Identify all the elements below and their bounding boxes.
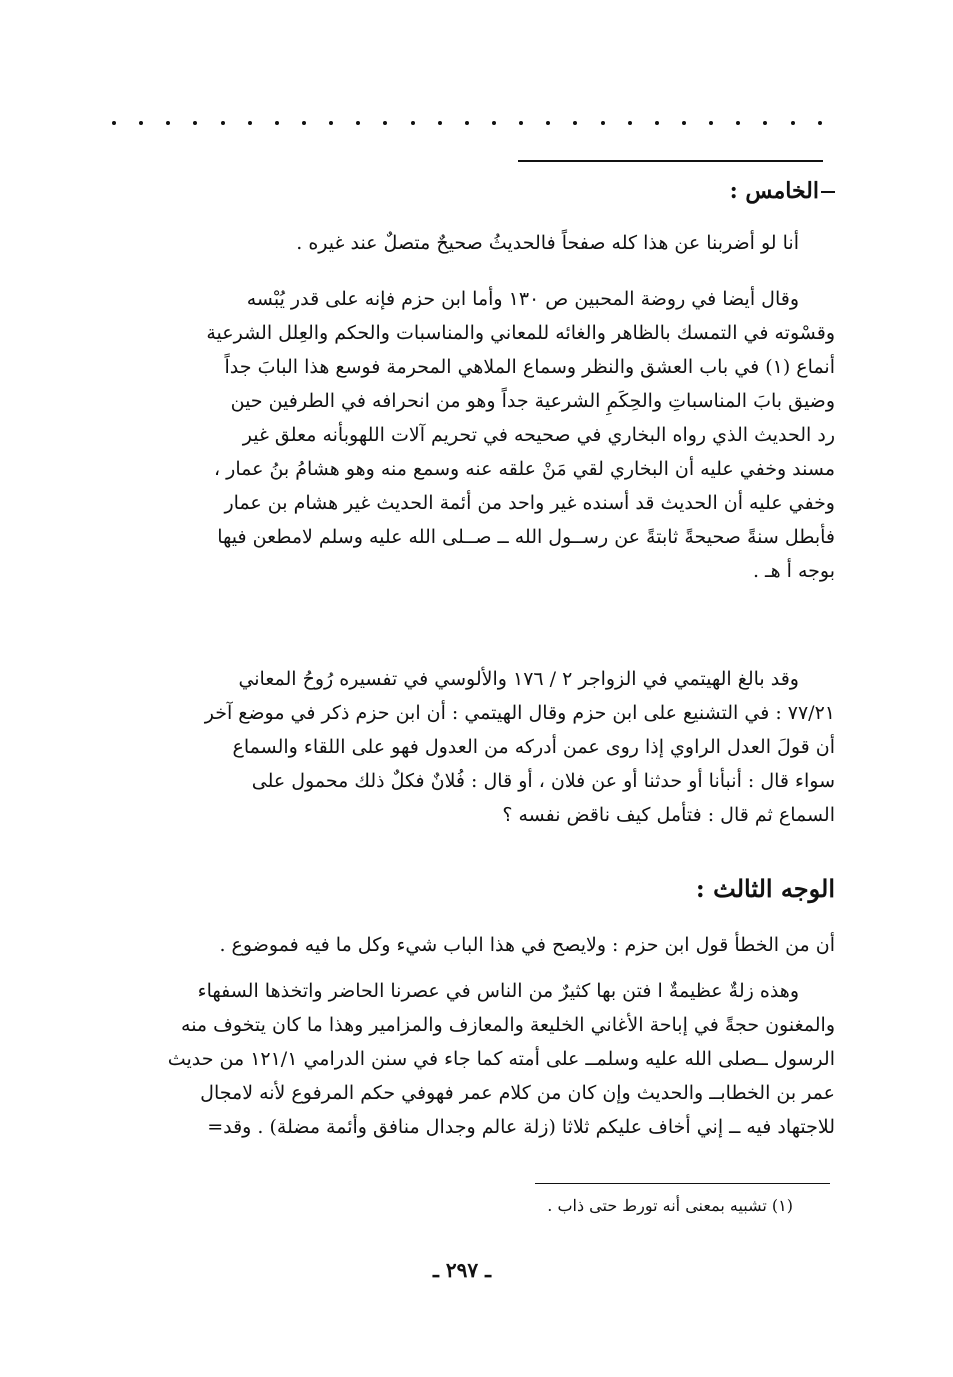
- text-line: وقسْوته في التمسك بالظاهر والغائه للمعاني والمناسبات والحكم والعِلل الشرعية: [206, 322, 835, 344]
- separator-dot: [573, 121, 577, 125]
- separator-dot: [193, 121, 197, 125]
- section-lead-dash: [821, 191, 835, 193]
- separator-dot: [329, 121, 333, 125]
- separator-dot: [411, 121, 415, 125]
- separator-dot: [356, 121, 360, 125]
- separator-dot: [709, 121, 713, 125]
- text-line: أن قولَ العدل الراوي إذا روى عمن أدركه من العدول فهو على اللقاء والسماع: [232, 736, 835, 758]
- separator-dot: [139, 121, 143, 125]
- separator-dot: [302, 121, 306, 125]
- separator-dot: [221, 121, 225, 125]
- text-line: وقد بالغ الهيتمي في الزواجر ٢ / ١٧٦ والألوسي في تفسيره رُوحُ المعاني: [238, 668, 799, 690]
- paragraph-2: [117, 282, 835, 588]
- separator-dot: [791, 121, 795, 125]
- text-line: عمر بن الخطابــ والحديث وإن كان من كلام عمر فهوفي حكم المرفوع لأنه لامجال: [200, 1082, 835, 1104]
- separator-dot: [275, 121, 279, 125]
- separator-dot: [166, 121, 170, 125]
- text-line: أنماع (١) في باب العشق والنظر وسماع الملاهي المحرمة فوسع هذا البابَ جداً: [224, 356, 835, 378]
- text-line: والمغنون حجةً في إباحة الأغاني الخليعة والمعازف والمزامير وهذا ما كان يتخوف منه: [181, 1014, 835, 1036]
- separator-dot: [818, 121, 822, 125]
- top-rule: [518, 160, 823, 162]
- section-label-fifth: [730, 178, 835, 204]
- separator-dot: [465, 121, 469, 125]
- paragraph-3: [117, 662, 835, 832]
- text-line: بوجه أ هـ .: [752, 560, 835, 582]
- separator-dot: [438, 121, 442, 125]
- text-line: الرسول ــصلى الله عليه وسلمــ على أمته كما جاء في سنن الدرامي ١٢١/١ من حديث: [167, 1048, 835, 1070]
- footnote-rule: [535, 1183, 830, 1184]
- separator-dot: [655, 121, 659, 125]
- section-label-text: الخامس :: [729, 178, 819, 204]
- footnote: (١) تشبيه بمعنى أنه تورط حتى ذاب .: [547, 1196, 793, 1215]
- paragraph-1: [117, 226, 835, 260]
- text-line: سواء قال : أنبأنا أو حدثنا أو عن فلان ، أو قال : فُلانٌ فكلٌ ذلك محمول على: [251, 770, 835, 792]
- text-line: للاجتهاد فيه ــ إني أخاف عليكم ثلاثا (زلة عالم وجدال منافق وأئمة مضلة) . وقد=: [207, 1116, 835, 1138]
- separator-dot: [546, 121, 550, 125]
- separator-dot: [519, 121, 523, 125]
- paragraph-5: [117, 974, 835, 1144]
- text-line: أنا لو أضربنا عن هذا كله صفحاً فالحديثُ صحيحٌ متصلٌ عند غيره .: [296, 232, 799, 254]
- separator-dot: [112, 121, 116, 125]
- section-heading-third: الوجه الثالث :: [695, 874, 835, 903]
- separator-dot: [601, 121, 605, 125]
- page-number: ـ ٢٩٧ ـ: [433, 1258, 491, 1282]
- text-line: رد الحديث الذي رواه البخاري في صحيحه في تحريم آلات اللهوبأنه معلق غير: [242, 424, 835, 446]
- text-line: أن من الخطأ قول ابن حزم : ولايصح في هذا الباب شيء وكل ما فيه فموضوع .: [219, 934, 835, 956]
- text-line: مسند وخفي عليه أن البخاري لقي مَنْ علقه عنه وسمع منه وهو هشامُ بنُ عمار ،: [213, 458, 835, 480]
- separator-dot: [492, 121, 496, 125]
- text-line: فأبطل سنةً صحيحةً ثابتةً عن رســول الله ــ صــلى الله عليه وسلم لامطعن فيها: [217, 526, 835, 548]
- text-line: وهذه زلةٌ عظيمةٌ ا فتن بها كثيرٌ من الناس في عصرنا الحاضر واتخذها السفهاء: [197, 980, 799, 1002]
- separator-dot: [763, 121, 767, 125]
- separator-dot: [682, 121, 686, 125]
- text-line: ٧٧/٢١ : في التشنيع على ابن حزم وقال الهيتمي : أن ابن حزم ذكر في موضع آخر: [204, 702, 835, 724]
- text-line: وخفي عليه أن الحديث قد أسنده غير واحد من أئمة الحديث غير هشام بن عمار: [224, 492, 835, 514]
- text-line: وضيق بابَ المناسباتِ والحِكَمِ الشرعية جداً وهو من انحرافه في الطرفين حين: [230, 390, 835, 412]
- text-line: السماع ثم قال : فتأمل كيف ناقض نفسه ؟: [502, 804, 835, 826]
- separator-dot: [736, 121, 740, 125]
- text-line: وقال أيضا في روضة المحبين ص ١٣٠ وأما ابن حزم فإنه على قدر يُبْسه: [246, 288, 799, 310]
- separator-dot: [383, 121, 387, 125]
- separator-dot: [248, 121, 252, 125]
- separator-dot: [628, 121, 632, 125]
- paragraph-4: [117, 928, 835, 962]
- dotted-separator: [112, 112, 822, 134]
